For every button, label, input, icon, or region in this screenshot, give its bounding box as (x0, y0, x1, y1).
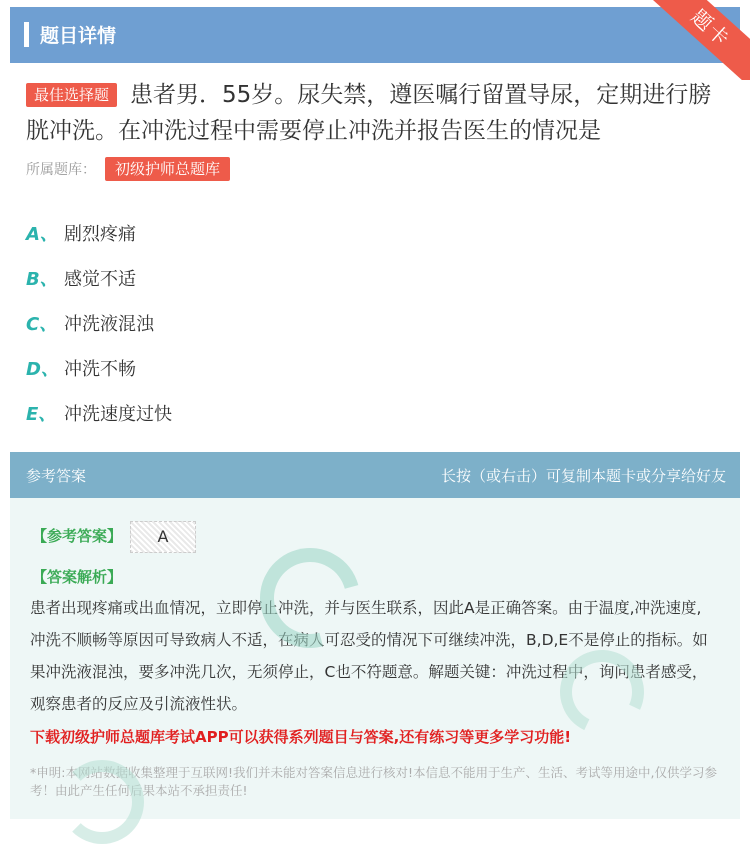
analysis-label: 【答案解析】 (32, 568, 123, 586)
answer-value: A (130, 521, 196, 553)
option-text: 感觉不适 (64, 268, 136, 290)
answer-label: 【参考答案】 (32, 527, 123, 545)
analysis-text: 患者出现疼痛或出血情况，立即停止冲洗，并与医生联系，因此A是正确答案。由于温度,冲洗速度,冲洗不顺畅等原因可导致病人不适，在病人可忍受的情况下可继续冲洗，B,D,E不是停止的指标。如果冲洗液混浊，要多冲洗几次，无须停止，C也不符题意。解题关键：冲洗过程中，询问患者感受，观察患者的反应及引流液性状。 (30, 599, 708, 713)
option-c[interactable] (26, 300, 172, 345)
option-letter: B、 (26, 268, 58, 290)
option-text: 剧烈疼痛 (64, 223, 136, 245)
watermark-logo-icon (60, 760, 144, 844)
app-promo-link[interactable]: 下载初级护师总题库考试APP可以获得系列题目与答案,还有练习等更多学习功能! (30, 728, 572, 746)
disclaimer-text: *申明:本网站数据收集整理于互联网!我们并未能对答案信息进行核对!本信息不能用于生产、生活、考试等用途中,仅供学习参考！由此产生任何后果本站不承担责任! (30, 765, 717, 798)
option-letter: D、 (26, 358, 59, 380)
option-text: 冲洗速度过快 (64, 403, 172, 425)
corner-ribbon (648, 0, 750, 80)
option-e[interactable] (26, 390, 172, 435)
option-text: 冲洗液混浊 (64, 313, 154, 335)
option-a[interactable] (26, 210, 172, 255)
header-accent (24, 22, 29, 47)
bank-tag[interactable]: 初级护师总题库 (105, 157, 230, 181)
options-list (26, 210, 172, 435)
option-b[interactable] (26, 255, 172, 300)
bank-label: 所属题库： (26, 162, 96, 178)
page-title: 题目详情 (40, 25, 117, 47)
option-d[interactable] (26, 345, 172, 390)
option-text: 冲洗不畅 (64, 358, 136, 380)
question-type-tag: 最佳选择题 (26, 83, 117, 107)
option-letter: A、 (26, 223, 58, 245)
option-letter: C、 (26, 313, 58, 335)
option-letter: E、 (26, 403, 57, 425)
copy-share-hint: 长按（或右击）可复制本题卡或分享给好友 (440, 466, 726, 485)
header-bar (10, 7, 740, 63)
question-text: 患者男．55岁。尿失禁，遵医嘱行留置导尿，定期进行膀胱冲洗。在冲洗过程中需要停止冲洗并报告医生的情况是 (26, 82, 712, 144)
answer-panel-title: 参考答案 (26, 466, 87, 485)
ribbon-label: 题卡 (648, 0, 750, 80)
answer-panel-header (10, 452, 740, 498)
